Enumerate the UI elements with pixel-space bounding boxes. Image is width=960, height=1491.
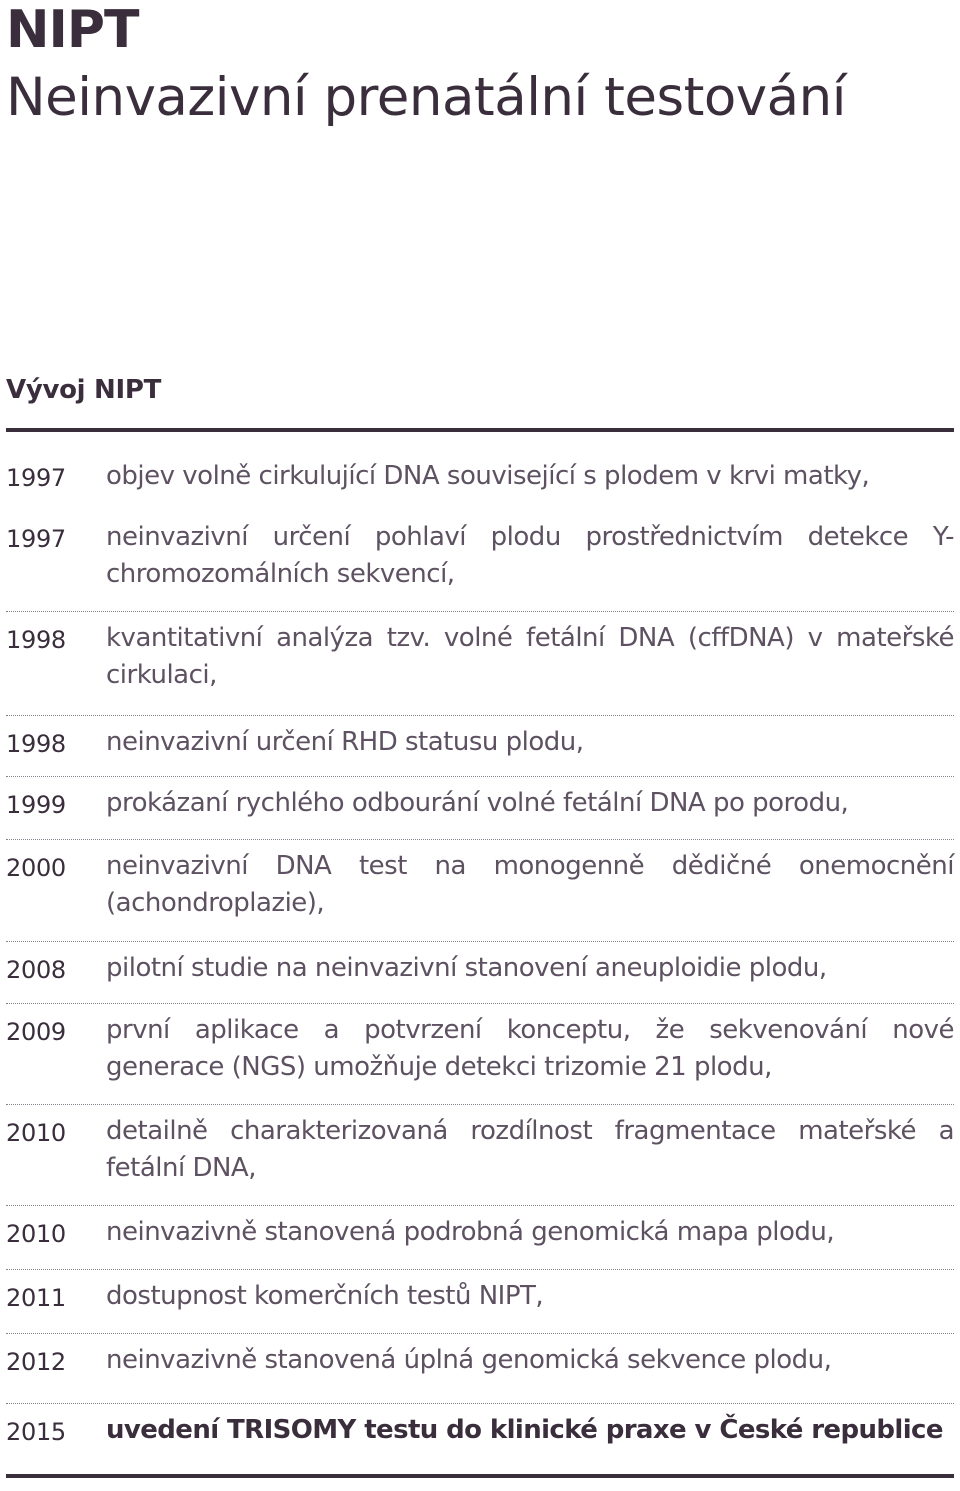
page-subtitle: Neinvazivní prenatální testování [6, 67, 846, 128]
timeline-year: 2009 [6, 1018, 66, 1046]
timeline-row [6, 1334, 954, 1404]
timeline-year: 2015 [6, 1418, 66, 1446]
top-divider [6, 428, 954, 432]
timeline-description: detailně charakterizovaná rozdílnost fragmentace mateřské a fetální DNA, [106, 1116, 954, 1183]
timeline-row [6, 942, 954, 1004]
timeline-year: 1998 [6, 626, 66, 654]
timeline-year: 2010 [6, 1119, 66, 1147]
timeline-description: neinvazivní určení pohlaví plodu prostřednictvím detekce Y-chromozomálních sekvencí, [106, 522, 954, 589]
timeline-year: 1999 [6, 791, 66, 819]
timeline-row [6, 1270, 954, 1334]
timeline-row [6, 840, 954, 942]
timeline-year: 2000 [6, 854, 66, 882]
page-title: NIPT [6, 0, 139, 60]
timeline-year: 1997 [6, 525, 66, 553]
timeline-description: dostupnost komerčních testů NIPT, [106, 1281, 544, 1311]
timeline-description: objev volně cirkulující DNA související s plodem v krvi matky, [106, 461, 870, 491]
timeline-year: 1997 [6, 464, 66, 492]
timeline-description: prokázaní rychlého odbourání volné fetální DNA po porodu, [106, 788, 849, 818]
timeline-year: 2010 [6, 1220, 66, 1248]
timeline-description: neinvazivně stanovená úplná genomická sekvence plodu, [106, 1345, 832, 1375]
timeline-year: 2008 [6, 956, 66, 984]
timeline-year: 1998 [6, 730, 66, 758]
timeline-description: neinvazivně stanovená podrobná genomická mapa plodu, [106, 1217, 835, 1247]
timeline-row [6, 1004, 954, 1105]
timeline-description: pilotní studie na neinvazivní stanovení aneuploidie plodu, [106, 953, 827, 983]
timeline-row [6, 716, 954, 777]
section-heading: Vývoj NIPT [6, 375, 162, 405]
timeline-row [6, 1105, 954, 1206]
timeline-year: 2011 [6, 1284, 66, 1312]
timeline-row [6, 777, 954, 840]
timeline-year: 2012 [6, 1348, 66, 1376]
bottom-divider [6, 1474, 954, 1478]
timeline-row [6, 612, 954, 716]
timeline-description: neinvazivní určení RHD statusu plodu, [106, 727, 584, 757]
timeline-list [6, 450, 954, 1474]
timeline-row [6, 450, 954, 511]
timeline-description: uvedení TRISOMY testu do klinické praxe v České republice [106, 1415, 943, 1445]
timeline-description: kvantitativní analýza tzv. volné fetální DNA (cffDNA) v mateřské cirkulaci, [106, 623, 954, 690]
timeline-row [6, 1404, 954, 1474]
timeline-row [6, 1206, 954, 1270]
timeline-description: neinvazivní DNA test na monogenně dědičné onemocnění (achondroplazie), [106, 851, 954, 918]
timeline-row [6, 511, 954, 612]
timeline-description: první aplikace a potvrzení konceptu, že sekvenování nové generace (NGS) umožňuje detekci trizomie 21 plodu, [106, 1015, 954, 1082]
